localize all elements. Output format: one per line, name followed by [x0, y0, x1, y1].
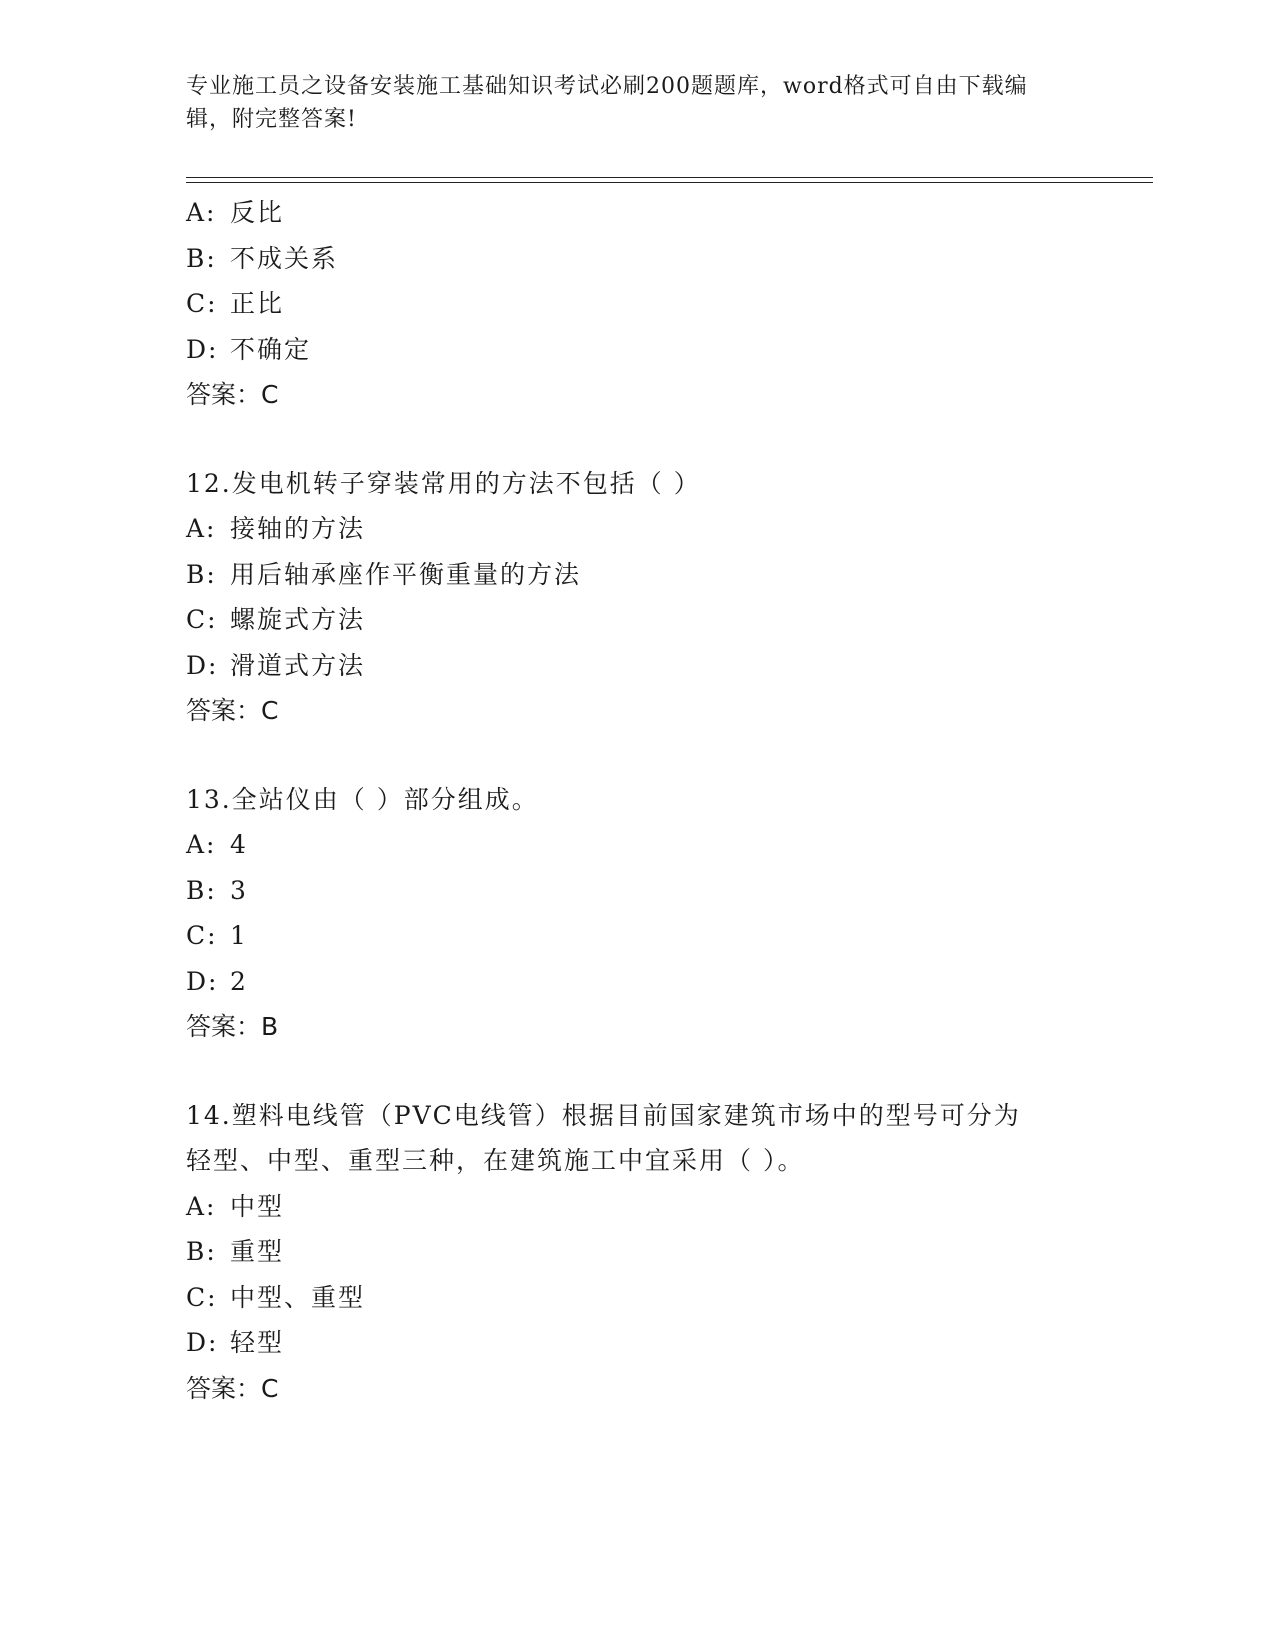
option-c	[186, 1275, 1086, 1321]
option-text: 3	[230, 875, 248, 905]
option-text: 反比	[230, 198, 285, 227]
option-d	[186, 643, 1086, 689]
option-label: A:	[186, 198, 217, 227]
answer-line: 答案：C	[186, 380, 279, 409]
option-d	[186, 959, 1086, 1005]
option-text: 不确定	[230, 334, 312, 364]
header-divider-top	[186, 177, 1153, 178]
option-text: 正比	[230, 289, 285, 318]
option-c	[186, 913, 1086, 959]
question-11	[186, 190, 1086, 418]
option-a	[186, 822, 1086, 868]
option-text: 中型	[230, 1191, 285, 1221]
option-a	[186, 1184, 1086, 1230]
option-d	[186, 327, 1086, 373]
option-text: 中型、重型	[230, 1282, 366, 1312]
option-label: A:	[186, 830, 217, 859]
answer-line: 答案：B	[186, 1012, 279, 1041]
option-b	[186, 236, 1086, 282]
option-label: B:	[186, 875, 217, 905]
document-header: 专业施工员之设备安装施工基础知识考试必刷200题题库，word格式可自由下载编辑，附完整答案!	[186, 74, 1028, 132]
question-13	[186, 777, 1086, 1050]
option-label: A:	[186, 514, 217, 543]
question-list	[186, 190, 1086, 1411]
option-label: B:	[186, 559, 217, 589]
option-label: C:	[186, 921, 218, 950]
option-text: 重型	[230, 1237, 285, 1266]
option-label: D:	[186, 334, 219, 364]
option-label: C:	[186, 605, 218, 634]
option-text: 接轴的方法	[230, 514, 366, 543]
option-label: A:	[186, 1191, 217, 1221]
option-text: 轻型	[230, 1328, 285, 1357]
question-14	[186, 1093, 1086, 1412]
spacer	[186, 1050, 1086, 1093]
option-a	[186, 506, 1086, 552]
option-d	[186, 1320, 1086, 1366]
option-text: 2	[230, 966, 248, 996]
question-text-line-1: 14.塑料电线管（PVC电线管）根据目前国家建筑市场中的型号可分为	[186, 1100, 1021, 1130]
spacer	[186, 418, 1086, 461]
answer-line: 答案：C	[186, 1373, 279, 1403]
header-divider-bottom	[186, 182, 1153, 183]
option-a	[186, 190, 1086, 236]
option-label: C:	[186, 1282, 218, 1312]
spacer	[186, 734, 1086, 777]
question-text: 12.发电机转子穿装常用的方法不包括（ ）	[186, 468, 701, 498]
option-label: B:	[186, 243, 217, 273]
option-text: 用后轴承座作平衡重量的方法	[230, 559, 582, 589]
option-c	[186, 597, 1086, 643]
option-text: 滑道式方法	[230, 650, 366, 680]
option-label: B:	[186, 1237, 217, 1266]
answer-line: 答案：C	[186, 696, 279, 725]
option-label: D:	[186, 966, 219, 996]
question-12	[186, 461, 1086, 734]
option-b	[186, 868, 1086, 914]
option-label: D:	[186, 650, 219, 680]
option-label: D:	[186, 1328, 219, 1357]
question-text-line-2: 轻型、中型、重型三种，在建筑施工中宜采用（ ）。	[186, 1146, 805, 1175]
option-c	[186, 281, 1086, 327]
option-text: 4	[230, 830, 248, 859]
question-text: 13.全站仪由（ ）部分组成。	[186, 784, 539, 814]
option-b	[186, 1229, 1086, 1275]
option-text: 不成关系	[230, 243, 339, 273]
option-text: 螺旋式方法	[230, 605, 366, 634]
option-text: 1	[230, 921, 248, 950]
option-label: C:	[186, 289, 218, 318]
option-b	[186, 552, 1086, 598]
